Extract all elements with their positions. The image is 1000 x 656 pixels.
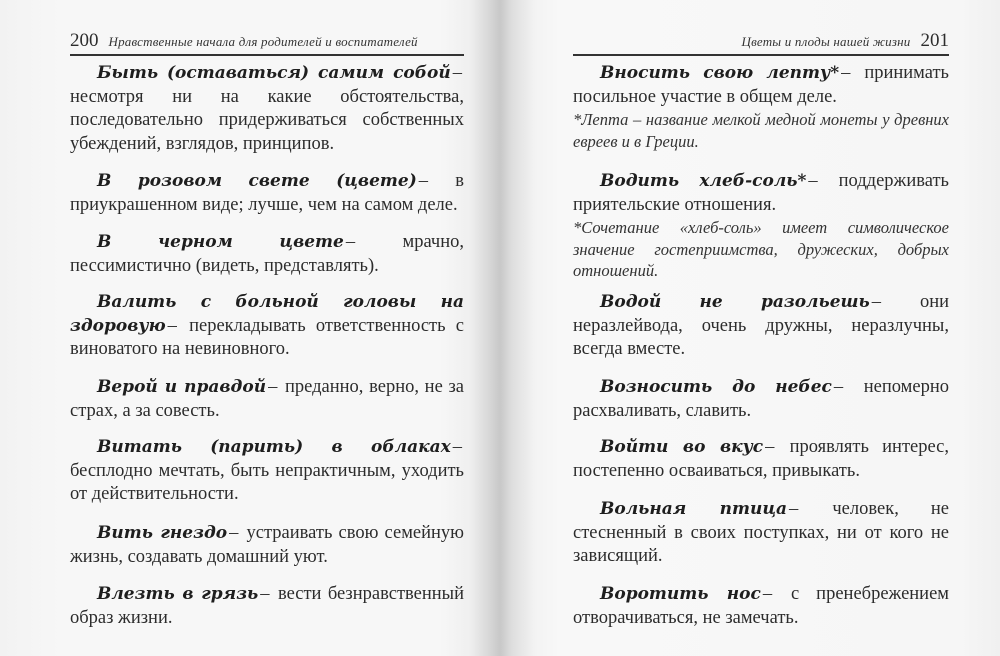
entry-definition: поддерживать приятельские отношения.: [573, 171, 949, 215]
dictionary-entry: Витать (парить) в облаках – бесплодно мечтать, быть непрактичным, уходить от действительности.: [70, 437, 464, 504]
entry-definition: принимать посильное участие в общем деле.: [573, 63, 949, 107]
dictionary-entry: Водой не разольешь – они неразлейвода, очень дружны, неразлучны, всегда вместе.: [573, 292, 949, 359]
entry-definition: мрачно, пессимистично (видеть, представлять).: [70, 232, 464, 276]
dictionary-entry: Воротить нос – с пренебрежением отворачиваться, не замечать.: [573, 584, 949, 628]
entry-definition: непомерно расхваливать, славить.: [573, 377, 949, 421]
entry-term: Вить гнездо: [97, 523, 228, 543]
right-running-head: [573, 28, 949, 56]
left-page: [70, 0, 464, 656]
entry-term: Водой не разольешь: [600, 292, 870, 312]
entry-definition: в приукрашенном виде; лучше, чем на самом деле.: [70, 171, 464, 215]
entry-definition: с пренебрежением отворачиваться, не замечать.: [573, 584, 949, 628]
right-page: [573, 0, 949, 656]
entry-definition: человек, не стесненный в своих поступках, ни от кого не зависящий.: [573, 499, 950, 566]
entry-term: Быть (оставаться) самим собой: [97, 63, 451, 83]
entry-term: Войти во вкус: [600, 437, 764, 457]
dictionary-entry: В розовом свете (цвете) – в приукрашенном виде; лучше, чем на самом деле.: [70, 171, 464, 215]
left-page-number: 200: [70, 30, 99, 51]
dictionary-entry: Вносить свою лепту* – принимать посильное участие в общем деле. *Лепта – название мелкой медной монеты у древних евреев и в Греции.: [573, 63, 949, 151]
entry-term: Витать (парить) в облаках: [97, 437, 451, 457]
entry-term: В розовом свете (цвете): [97, 171, 417, 191]
right-page-number: 201: [920, 30, 949, 51]
entry-definition: проявлять интерес, постепенно осваиваться, привыкать.: [573, 437, 949, 481]
entry-term: Водить хлеб-соль*: [600, 171, 807, 191]
entry-definition: они неразлейвода, очень дружны, неразлучны, всегда вместе.: [573, 292, 949, 359]
entry-term: Вольная птица: [600, 499, 788, 519]
left-running-title: Нравственные начала для родителей и воспитателей: [108, 34, 418, 49]
entry-term: Вносить свою лепту*: [600, 63, 840, 83]
dictionary-entry: Вить гнездо – устраивать свою семейную жизнь, создавать домашний уют.: [70, 523, 464, 567]
dictionary-entry: Влезть в грязь – вести безнравственный образ жизни.: [70, 584, 464, 628]
entry-footnote: *Лепта – название мелкой медной монеты у древних евреев и в Греции.: [573, 110, 949, 151]
right-running-title: Цветы и плоды нашей жизни: [741, 34, 911, 49]
dictionary-entry: Возносить до небес – непомерно расхваливать, славить.: [573, 377, 949, 421]
entry-definition: преданно, верно, не за страх, а за совесть.: [70, 377, 465, 421]
entry-definition: устраивать свою семейную жизнь, создавать домашний уют.: [70, 523, 464, 567]
entry-term: Воротить нос: [600, 584, 761, 604]
dictionary-entry: Войти во вкус – проявлять интерес, постепенно осваиваться, привыкать.: [573, 437, 949, 481]
entry-term: В черном цвете: [97, 232, 344, 252]
entry-definition: вести безнравственный образ жизни.: [70, 584, 464, 628]
dictionary-entry: Быть (оставаться) самим собой – несмотря ни на какие обстоятельства, последовательно придерживаться собственных убеждений, взглядов, принципов.: [70, 63, 464, 154]
left-running-head: [70, 28, 464, 56]
entry-definition: несмотря ни на какие обстоятельства, последовательно придерживаться собственных убеждений, взглядов, принципов.: [70, 86, 464, 154]
dictionary-entry: Валить с больной головы на здоровую – перекладывать ответственность с виноватого на невиновного.: [70, 292, 465, 359]
entry-footnote: *Сочетание «хлеб-соль» имеет символическое значение гостеприимства, дружеских, добрых отношений.: [573, 218, 949, 280]
entry-term: Верой и правдой: [97, 377, 267, 397]
entry-term: Влезть в грязь: [97, 584, 259, 604]
dictionary-entry: Водить хлеб-соль* – поддерживать приятельские отношения. *Сочетание «хлеб-соль» имеет символическое значение гостеприимства, дружеских, добрых отношений.: [573, 171, 949, 280]
dictionary-entry: Верой и правдой – преданно, верно, не за страх, а за совесть.: [70, 377, 465, 421]
entry-definition: перекладывать ответственность с виноватого на невиновного.: [70, 315, 465, 359]
dictionary-entry: Вольная птица – человек, не стесненный в своих поступках, ни от кого не зависящий.: [573, 499, 950, 566]
entry-definition: бесплодно мечтать, быть непрактичным, уходить от действительности.: [70, 460, 464, 504]
entry-term: Возносить до небес: [600, 377, 832, 397]
entry-term: Валить с больной головы на здоровую: [70, 292, 464, 336]
dictionary-entry: В черном цвете – мрачно, пессимистично (видеть, представлять).: [70, 232, 464, 276]
